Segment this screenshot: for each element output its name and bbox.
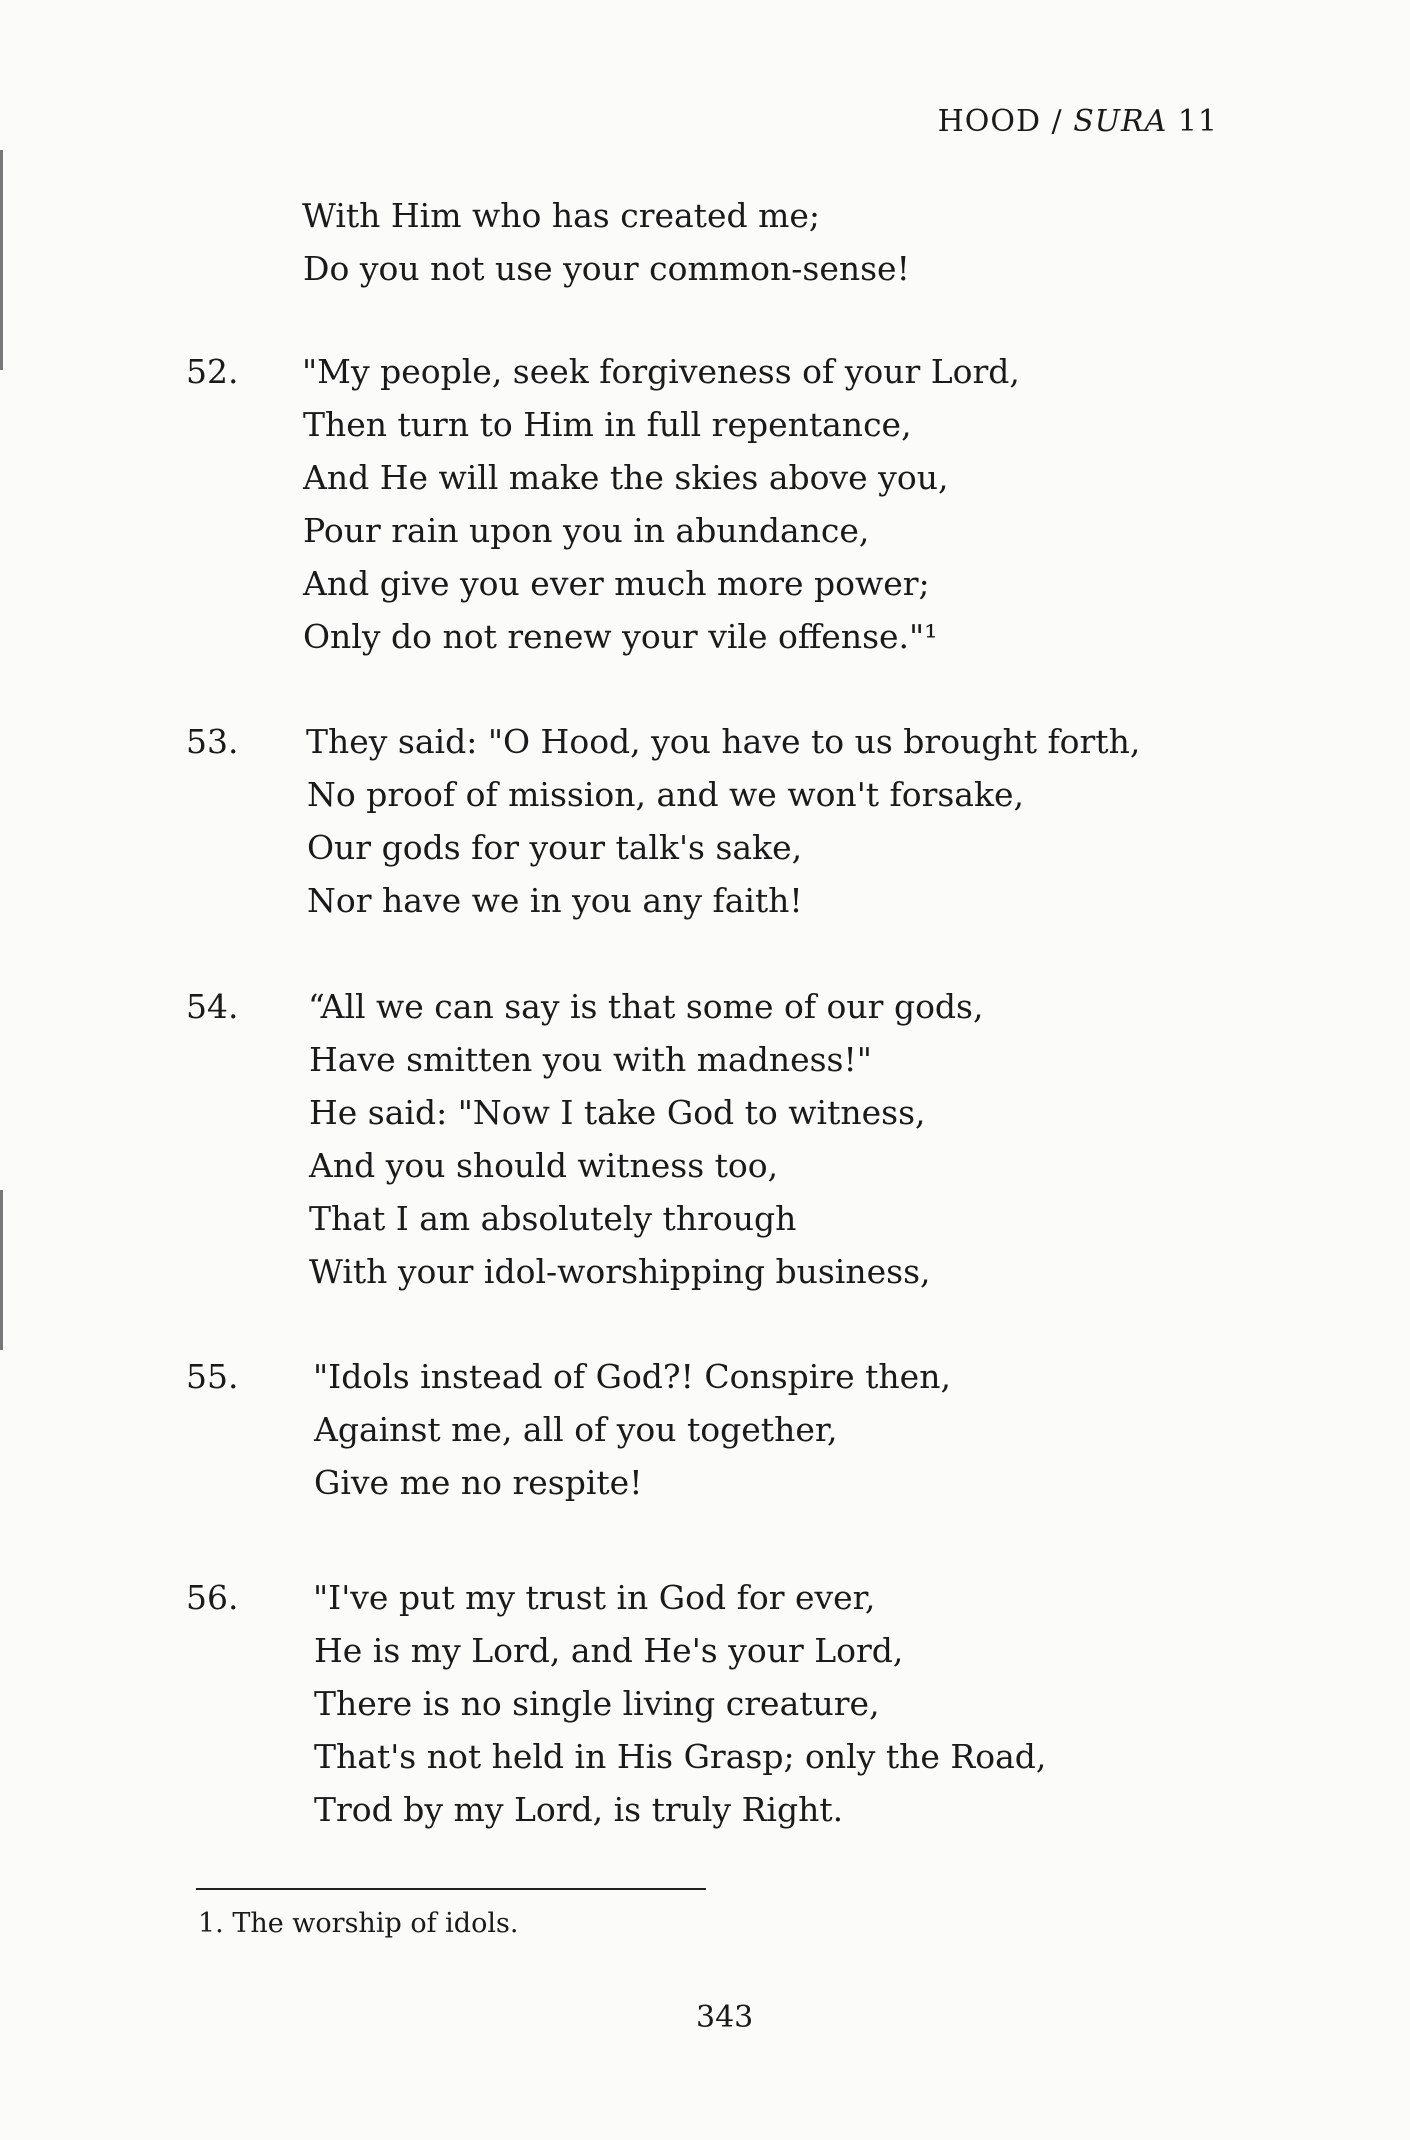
verse-number: 52. xyxy=(186,352,239,391)
verse-number: 53. xyxy=(186,722,239,761)
verse-line: Pour rain upon you in abundance, xyxy=(303,511,870,550)
footnote: 1. The worship of idols. xyxy=(198,1908,519,1939)
verse-line: Give me no respite! xyxy=(314,1463,643,1502)
verse-line: "Idols instead of God?! Conspire then, xyxy=(313,1357,951,1396)
header-title: HOOD / xyxy=(937,104,1074,139)
header-sura: SURA xyxy=(1073,104,1168,139)
verse-line: Do you not use your common-sense! xyxy=(303,249,910,288)
verse-line: They said: "O Hood, you have to us brought forth, xyxy=(306,722,1141,761)
verse-line: “All we can say is that some of our gods, xyxy=(308,987,984,1026)
verse-line: And He will make the skies above you, xyxy=(303,458,949,497)
verse-line: Nor have we in you any faith! xyxy=(307,881,803,920)
verse-line: No proof of mission, and we won't forsake, xyxy=(307,775,1024,814)
scan-edge-mark xyxy=(0,1190,3,1350)
verse-line: Only do not renew your vile offense."¹ xyxy=(303,617,938,656)
verse-line: Trod by my Lord, is truly Right. xyxy=(314,1790,844,1829)
verse-line: There is no single living creature, xyxy=(314,1684,880,1723)
verse-number: 56. xyxy=(186,1578,239,1617)
page-number: 343 xyxy=(696,2000,754,2035)
verse-number: 54. xyxy=(186,987,239,1026)
scan-edge-mark xyxy=(0,150,3,370)
verse-line: That's not held in His Grasp; only the Road, xyxy=(314,1737,1047,1776)
header-number: 11 xyxy=(1167,104,1218,139)
verse-line: Then turn to Him in full repentance, xyxy=(303,405,912,444)
verse-line: And give you ever much more power; xyxy=(303,564,930,603)
verse-line: He said: "Now I take God to witness, xyxy=(309,1093,926,1132)
verse-line: With your idol-worshipping business, xyxy=(309,1252,931,1291)
verse-line: Our gods for your talk's sake, xyxy=(307,828,803,867)
verse-line: With Him who has created me; xyxy=(302,196,821,235)
verse-line: That I am absolutely through xyxy=(309,1199,797,1238)
running-header xyxy=(938,104,1218,139)
verse-line: "I've put my trust in God for ever, xyxy=(313,1578,876,1617)
verse-line: "My people, seek forgiveness of your Lord, xyxy=(302,352,1020,391)
verse-line: And you should witness too, xyxy=(309,1146,779,1185)
verse-line: Against me, all of you together, xyxy=(314,1410,838,1449)
verse-number: 55. xyxy=(186,1357,239,1396)
footnote-rule xyxy=(196,1888,706,1890)
verse-line: Have smitten you with madness!" xyxy=(309,1040,872,1079)
verse-line: He is my Lord, and He's your Lord, xyxy=(314,1631,904,1670)
